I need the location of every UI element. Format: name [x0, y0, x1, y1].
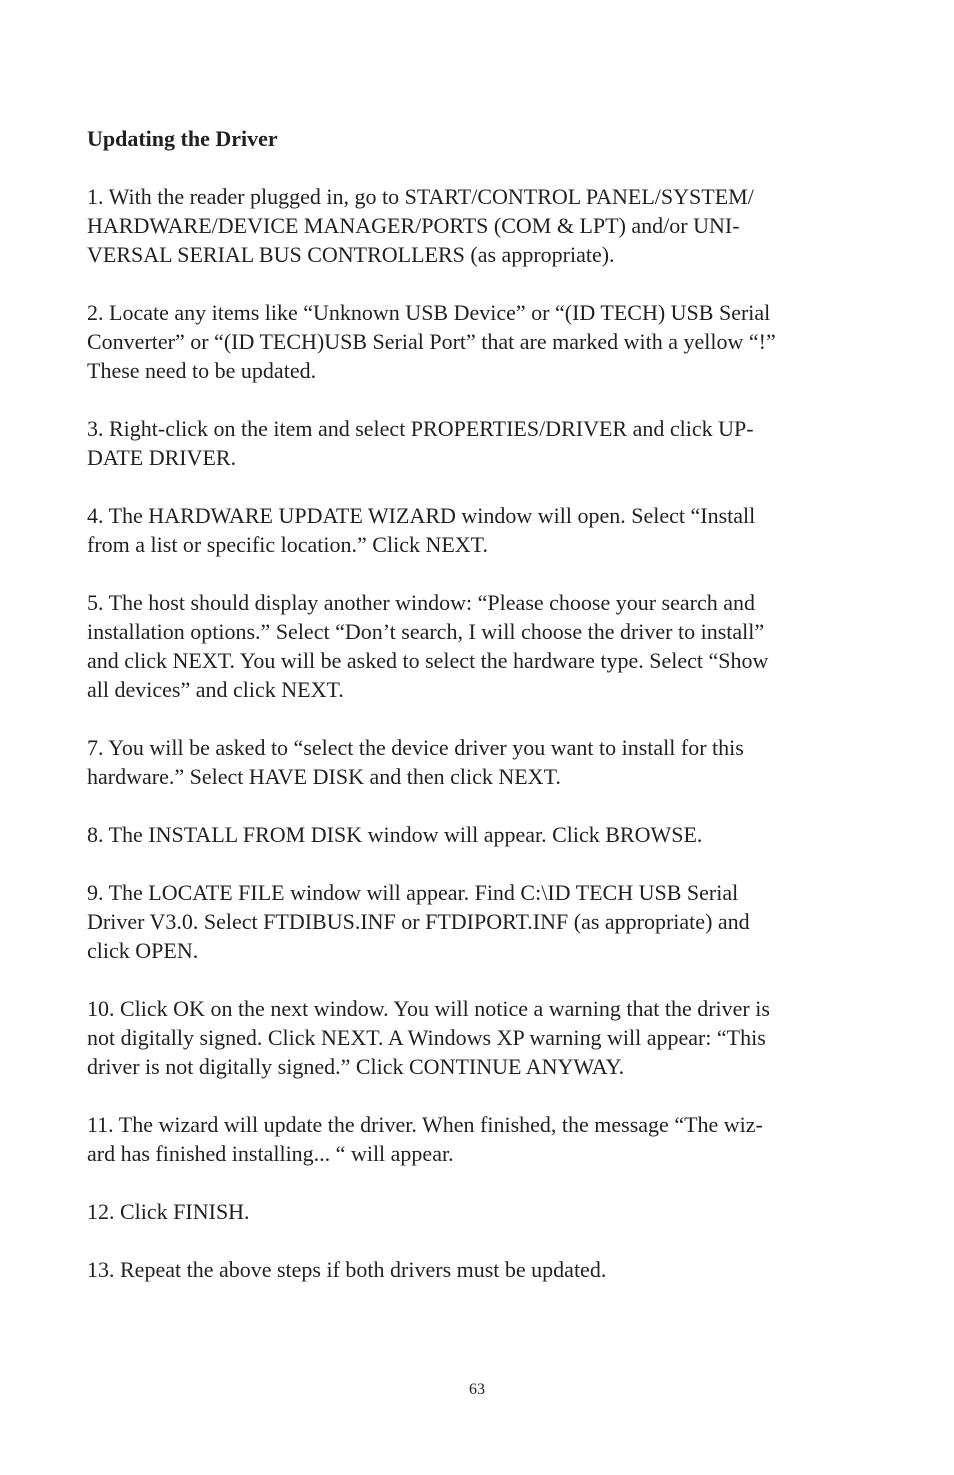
page-number: 63: [469, 1381, 485, 1398]
step-paragraph: [87, 1197, 857, 1226]
step-line: and click NEXT. You will be asked to select the hardware type. Select “Show: [87, 648, 769, 673]
step-line: hardware.” Select HAVE DISK and then click NEXT.: [87, 764, 561, 789]
step-line: 10. Click OK on the next window. You will notice a warning that the driver is: [87, 996, 770, 1021]
step-line: 8. The INSTALL FROM DISK window will appear. Click BROWSE.: [87, 822, 703, 847]
step-paragraph: [87, 588, 857, 704]
step-line: These need to be updated.: [87, 358, 317, 383]
step-line: 3. Right-click on the item and select PROPERTIES/DRIVER and click UP-: [87, 416, 754, 441]
step-line: Driver V3.0. Select FTDIBUS.INF or FTDIPORT.INF (as appropriate) and: [87, 909, 750, 934]
step-paragraph: [87, 1255, 857, 1284]
step-line: 2. Locate any items like “Unknown USB Device” or “(ID TECH) USB Serial: [87, 300, 771, 325]
step-line: 5. The host should display another window: “Please choose your search and: [87, 590, 756, 615]
step-line: Converter” or “(ID TECH)USB Serial Port” that are marked with a yellow “!”: [87, 329, 776, 354]
step-line: 1. With the reader plugged in, go to START/CONTROL PANEL/SYSTEM/: [87, 184, 754, 209]
step-paragraph: [87, 501, 857, 559]
step-line: 9. The LOCATE FILE window will appear. Find C:\ID TECH USB Serial: [87, 880, 739, 905]
steps-list: [87, 182, 857, 1284]
step-line: HARDWARE/DEVICE MANAGER/PORTS (COM & LPT) and/or UNI-: [87, 213, 740, 238]
step-line: installation options.” Select “Don’t search, I will choose the driver to install”: [87, 619, 765, 644]
step-line: VERSAL SERIAL BUS CONTROLLERS (as appropriate).: [87, 242, 615, 267]
step-line: driver is not digitally signed.” Click CONTINUE ANYWAY.: [87, 1054, 625, 1079]
step-line: all devices” and click NEXT.: [87, 677, 344, 702]
step-paragraph: [87, 878, 857, 965]
step-paragraph: [87, 182, 857, 269]
page-content: [87, 124, 857, 1313]
step-paragraph: [87, 733, 857, 791]
section-heading: Updating the Driver: [87, 126, 278, 151]
step-paragraph: [87, 298, 857, 385]
step-line: 12. Click FINISH.: [87, 1199, 250, 1224]
step-line: 11. The wizard will update the driver. When finished, the message “The wiz-: [87, 1112, 763, 1137]
step-line: click OPEN.: [87, 938, 199, 963]
step-paragraph: [87, 414, 857, 472]
step-paragraph: [87, 1110, 857, 1168]
step-line: 7. You will be asked to “select the device driver you want to install for this: [87, 735, 744, 760]
step-paragraph: [87, 994, 857, 1081]
step-line: ard has finished installing... “ will appear.: [87, 1141, 454, 1166]
step-line: 13. Repeat the above steps if both drivers must be updated.: [87, 1257, 607, 1282]
step-paragraph: [87, 820, 857, 849]
step-line: from a list or specific location.” Click NEXT.: [87, 532, 488, 557]
step-line: 4. The HARDWARE UPDATE WIZARD window will open. Select “Install: [87, 503, 756, 528]
step-line: DATE DRIVER.: [87, 445, 237, 470]
step-line: not digitally signed. Click NEXT. A Windows XP warning will appear: “This: [87, 1025, 766, 1050]
